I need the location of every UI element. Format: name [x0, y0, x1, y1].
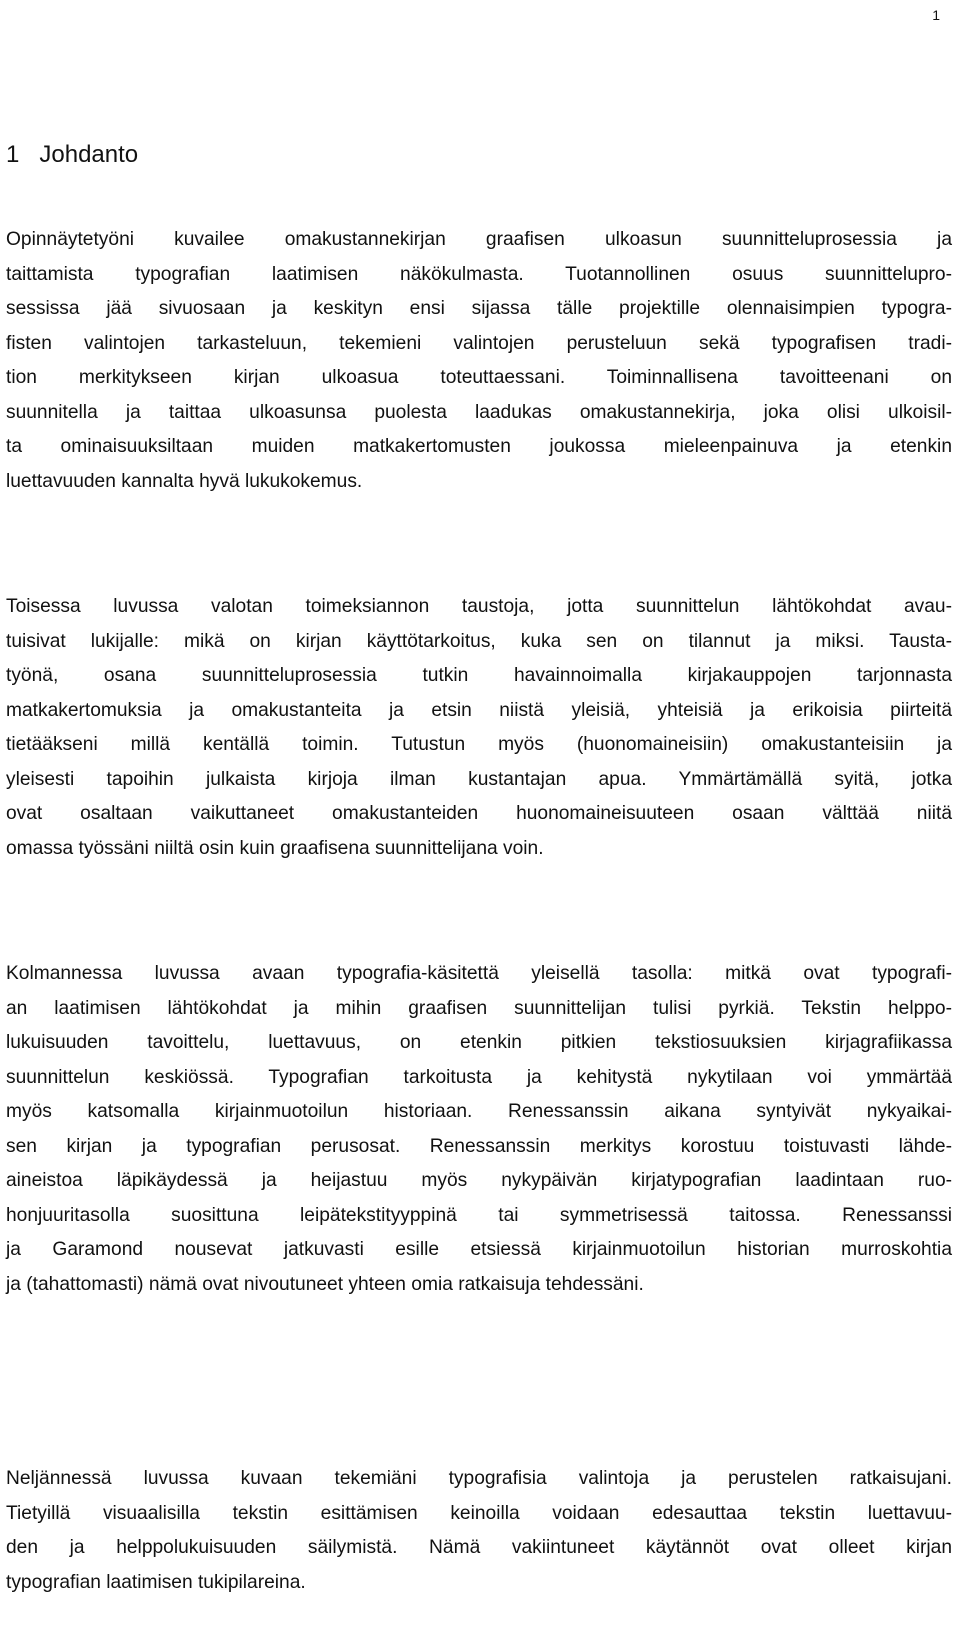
text-line: fisten valintojen tarkasteluun, tekemieni valintojen perusteluun sekä typografisen tradi- [6, 332, 952, 354]
chapter-number: 1 [6, 141, 20, 168]
page-number: 1 [932, 7, 940, 23]
text-line: omassa työssäni niiltä osin kuin graafisena suunnittelijana voin. [6, 837, 544, 859]
text-line: ja Garamond nousevat jatkuvasti esille etsiessä kirjainmuotoilun historian murroskohtia [6, 1239, 952, 1260]
paragraph-chapter-3 [6, 957, 952, 1302]
chapter-heading [6, 140, 138, 170]
paragraph-chapter-4 [6, 1462, 952, 1600]
text-line: myös katsomalla kirjainmuotoilun historiaan. Renessanssin aikana syntyivät nykyaikai- [6, 1101, 952, 1122]
text-line: Tietyillä visuaalisilla tekstin esittämisen keinoilla voidaan edesauttaa tekstin luettavuu- [6, 1502, 952, 1524]
text-line: ta ominaisuuksiltaan muiden matkakertomusten joukossa mieleenpainuva ja etenkin [6, 436, 952, 457]
paragraph-chapter-2 [6, 590, 952, 866]
text-line: ovat osaltaan vaikuttaneet omakustanteiden huonomaineisuuteen osaan välttää niitä [6, 803, 952, 824]
text-line: tion merkitykseen kirjan ulkoasua toteuttaessani. Toiminnallisena tavoitteenani on [6, 367, 952, 388]
text-line: an laatimisen lähtökohdat ja mihin graafisen suunnittelijan tulisi pyrkiä. Tekstin helppo- [6, 997, 952, 1019]
text-line: sen kirjan ja typografian perusosat. Renessanssin merkitys korostuu toistuvasti lähde- [6, 1135, 952, 1157]
text-line: työnä, osana suunnitteluprosessia tutkin havainnoimalla kirjakauppojen tarjonnasta [6, 665, 952, 686]
text-line: typografian laatimisen tukipilareina. [6, 1571, 306, 1593]
paragraph-intro [6, 223, 952, 499]
text-line: tietääkseni millä kentällä toimin. Tutustun myös (huonomaineisiin) omakustanteisiin ja [6, 734, 952, 755]
text-line: Neljännessä luvussa kuvaan tekemiäni typografisia valintoja ja perustelen ratkaisujani. [6, 1468, 952, 1489]
text-line: lukuisuuden tavoittelu, luettavuus, on etenkin pitkien tekstiosuuksien kirjagrafiikassa [6, 1032, 952, 1053]
text-line: den ja helppolukuisuuden säilymistä. Nämä vakiintuneet käytännöt ovat olleet kirjan [6, 1537, 952, 1558]
text-line: sessissa jää sivuosaan ja keskityn ensi sijassa tälle projektille olennaisimpien typogra- [6, 298, 952, 319]
text-line: luettavuuden kannalta hyvä lukukokemus. [6, 470, 363, 492]
text-line: ja (tahattomasti) nämä ovat nivoutuneet yhteen omia ratkaisuja tehdessäni. [6, 1273, 644, 1295]
text-line: suunnitella ja taittaa ulkoasunsa puolesta laadukas omakustannekirja, joka olisi ulkoisil- [6, 401, 952, 423]
text-line: yleisesti tapoihin julkaista kirjoja ilman kustantajan apua. Ymmärtämällä syitä, jotka [6, 768, 952, 790]
text-line: aineistoa läpikäydessä ja heijastuu myös nykypäivän kirjatypografian laadintaan ruo- [6, 1170, 952, 1191]
text-line: Toisessa luvussa valotan toimeksiannon taustoja, jotta suunnittelun lähtökohdat avau- [6, 596, 952, 617]
text-line: suunnittelun keskiössä. Typografian tarkoitusta ja kehitystä nykytilaan voi ymmärtää [6, 1066, 952, 1088]
text-line: matkakertomuksia ja omakustanteita ja etsin niistä yleisiä, yhteisiä ja erikoisia piirteitä [6, 699, 952, 721]
text-line: Kolmannessa luvussa avaan typografia-käsitettä yleisellä tasolla: mitkä ovat typografi- [6, 963, 952, 984]
text-line: tuisivat lukijalle: mikä on kirjan käyttötarkoitus, kuka sen on tilannut ja miksi. Tausta- [6, 630, 952, 652]
chapter-title: Johdanto [39, 141, 139, 168]
text-line: honjuuritasolla suosittuna leipätekstityyppinä tai symmetrisessä taitossa. Renessanssi [6, 1204, 952, 1226]
text-line: Opinnäytetyöni kuvailee omakustannekirjan graafisen ulkoasun suunnitteluprosessia ja [6, 229, 952, 250]
text-line: taittamista typografian laatimisen näkökulmasta. Tuotannollinen osuus suunnittelupro- [6, 263, 952, 285]
